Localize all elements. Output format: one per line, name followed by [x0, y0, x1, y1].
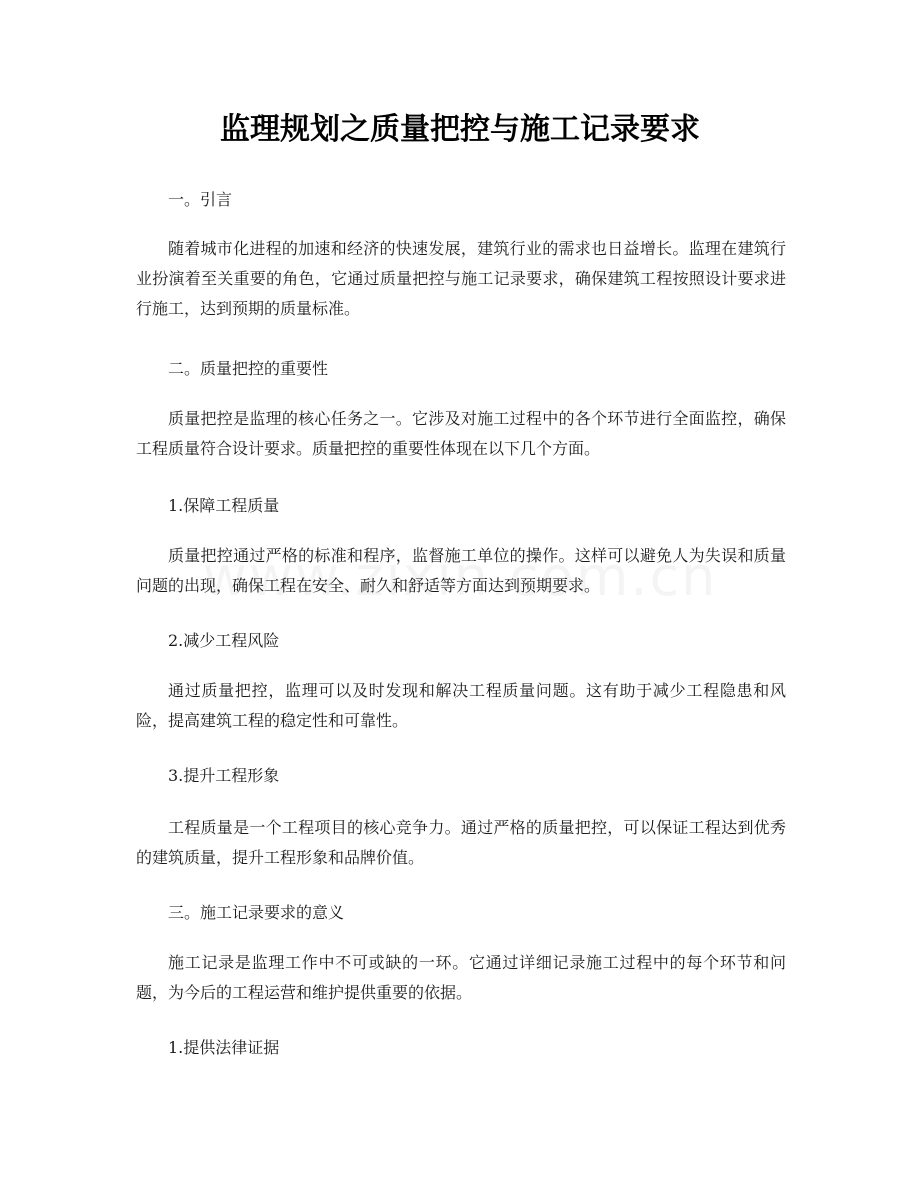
section-heading-record-meaning: 三。施工记录要求的意义 — [168, 903, 345, 922]
document-title: 监理规划之质量把控与施工记录要求 — [220, 112, 700, 147]
reduce-risk-paragraph: 通过质量把控，监理可以及时发现和解决工程质量问题。这有助于减少工程隐患和风险，提高建筑工程的稳定性和可靠性。 — [136, 681, 786, 730]
record-meaning-paragraph: 施工记录是监理工作中不可或缺的一环。它通过详细记录施工过程中的每个环节和问题，为今后的工程运营和维护提供重要的依据。 — [136, 953, 786, 1002]
subheading-legal-evidence: 1.提供法律证据 — [168, 1038, 280, 1057]
quality-importance-paragraph: 质量把控是监理的核心任务之一。它涉及对施工过程中的各个环节进行全面监控，确保工程质量符合设计要求。质量把控的重要性体现在以下几个方面。 — [136, 409, 786, 458]
ensure-quality-paragraph: 质量把控通过严格的标准和程序，监督施工单位的操作。这样可以避免人为失误和质量问题的出现，确保工程在安全、耐久和舒适等方面达到预期要求。 — [136, 546, 786, 595]
improve-image-paragraph: 工程质量是一个工程项目的核心竞争力。通过严格的质量把控，可以保证工程达到优秀的建筑质量，提升工程形象和品牌价值。 — [136, 818, 786, 867]
subheading-reduce-risk: 2.减少工程风险 — [168, 631, 280, 650]
intro-paragraph: 随着城市化进程的加速和经济的快速发展，建筑行业的需求也日益增长。监理在建筑行业扮演着至关重要的角色，它通过质量把控与施工记录要求，确保建筑工程按照设计要求进行施工，达到预期的质量标准。 — [136, 239, 786, 318]
subheading-ensure-quality: 1.保障工程质量 — [168, 496, 280, 515]
subheading-improve-image: 3.提升工程形象 — [168, 766, 280, 785]
section-heading-quality-importance: 二。质量把控的重要性 — [168, 359, 329, 378]
section-heading-intro: 一。引言 — [168, 190, 233, 209]
